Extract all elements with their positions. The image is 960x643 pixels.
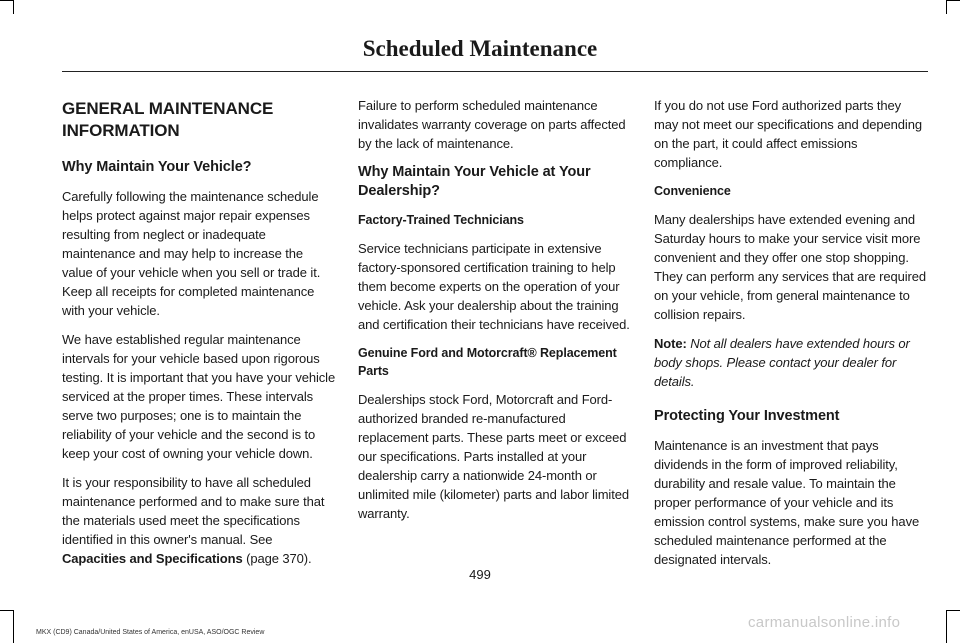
subheading-investment: Protecting Your Investment (654, 408, 840, 424)
header-divider (62, 71, 928, 72)
paragraph: Failure to perform scheduled maintenance invalidates warranty coverage on parts affected by the lack of maintenance. (358, 98, 626, 151)
subheading-replacement-parts: Genuine Ford and Motorcraft® Replacement Parts (358, 346, 617, 378)
note-label: Note: (654, 336, 687, 351)
paragraph: Dealerships stock Ford, Motorcraft and Ford-authorized branded re-manufactured replacement parts. These parts meet or exceed our specifications. Parts installed at your dealership carry a nationwide 24-month or unlimited mile (kilometer) parts and labor limited warranty. (358, 392, 629, 521)
paragraph-text: It is your responsibility to have all scheduled maintenance performed and to make sure that the materials used meet the specifications identified in this owner's manual. See (62, 475, 325, 547)
section-heading: GENERAL MAINTENANCE INFORMATION (62, 99, 274, 140)
note-text: Not all dealers have extended hours or body shops. Please contact your dealer for details. (654, 336, 910, 389)
column-1 (62, 96, 336, 578)
paragraph: Many dealerships have extended evening and Saturday hours to make your service visit more convenient and they offer one stop shopping. They can perform any services that are required on your vehicle, from general maintenance to collision repairs. (654, 212, 927, 322)
paragraph: Maintenance is an investment that pays dividends in the form of improved reliability, durability and resale value. To maintain the proper performance of your vehicle and its emission control systems, make sure you have scheduled maintenance performed at the designated intervals. (654, 438, 920, 567)
column-3 (654, 96, 928, 579)
crop-mark (0, 0, 14, 1)
crop-mark (946, 610, 947, 643)
subheading-convenience: Convenience (654, 184, 731, 198)
crop-mark (946, 0, 947, 14)
page-reference: (page 370). (242, 551, 312, 566)
crop-mark (13, 610, 14, 643)
column-2 (358, 96, 632, 533)
paragraph: Carefully following the maintenance schedule helps protect against major repair expenses resulting from neglect or inadequate maintenance and may help to increase the value of your vehicle when you sell or trade it. Keep all receipts for completed maintenance with your vehicle. (62, 189, 321, 318)
footer-text: MKX (CD9) Canada/United States of America, enUSA, ASO/OGC Review (36, 629, 265, 636)
crop-mark (946, 610, 960, 611)
note (654, 334, 928, 391)
subheading-dealership: Why Maintain Your Vehicle at Your Dealership? (358, 164, 591, 199)
paragraph: Service technicians participate in extensive factory-sponsored certification training to help them become experts on the operation of your vehicle. Ask your dealership about the training and certification their technicians have received. (358, 241, 630, 332)
crop-mark (0, 610, 14, 611)
subheading-technicians: Factory-Trained Technicians (358, 213, 524, 227)
paragraph: If you do not use Ford authorized parts they may not meet our specifications and depending on the part, it could affect emissions compliance. (654, 98, 922, 170)
page-number: 499 (469, 567, 491, 582)
subheading-why-maintain: Why Maintain Your Vehicle? (62, 159, 252, 175)
crop-mark (13, 0, 14, 14)
watermark: carmanualsonline.info (748, 614, 901, 631)
paragraph: We have established regular maintenance intervals for your vehicle based upon rigorous testing. It is important that you have your vehicle serviced at the proper times. These intervals serve two purposes; one is to maintain the reliability of your vehicle and the second is to keep your cost of owning your vehicle down. (62, 332, 336, 461)
crop-mark (946, 0, 960, 1)
paragraph-with-reference (62, 473, 336, 568)
page-header-title: Scheduled Maintenance (362, 36, 598, 61)
capacities-specifications-link[interactable]: Capacities and Specifications (62, 551, 243, 566)
